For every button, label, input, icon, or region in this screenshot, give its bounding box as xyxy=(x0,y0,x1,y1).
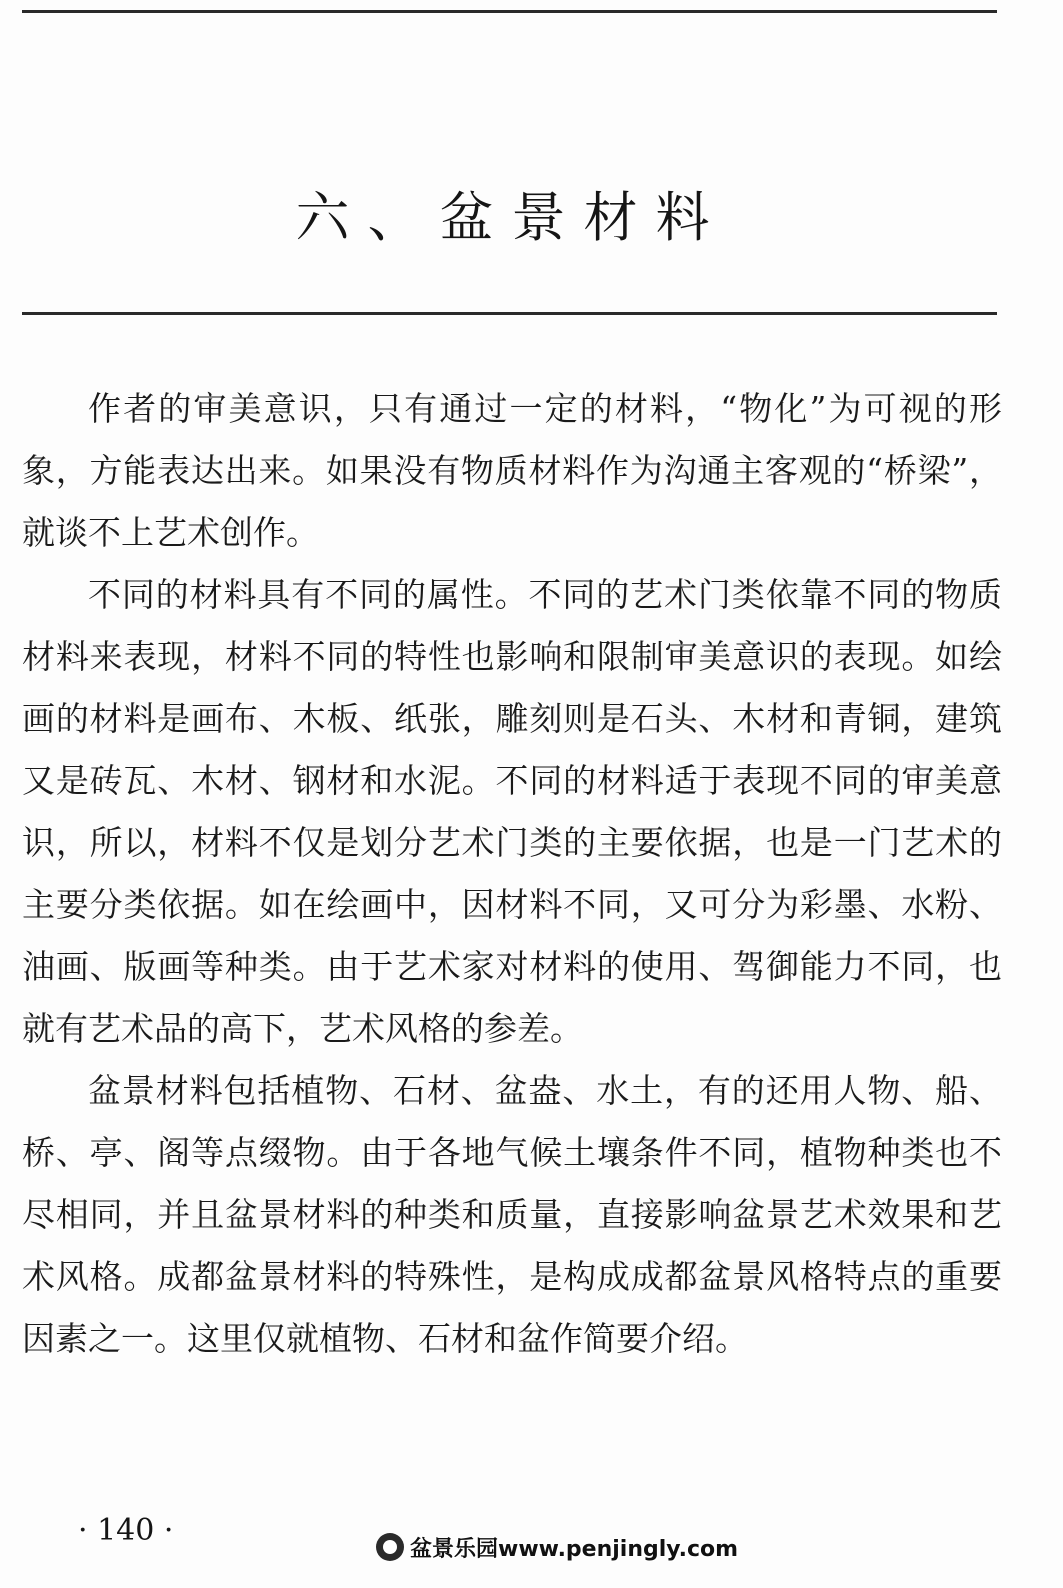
paragraph: 不同的材料具有不同的属性。不同的艺术门类依靠不同的物质材料来表现，材料不同的特性也影响和限制审美意识的表现。如绘画的材料是画布、木板、纸张，雕刻则是石头、木材和青铜，建筑又是砖瓦、木材、钢材和水泥。不同的材料适于表现不同的审美意识，所以，材料不仅是划分艺术门类的主要依据，也是一门艺术的主要分类依据。如在绘画中，因材料不同，又可分为彩墨、水粉、油画、版画等种类。由于艺术家对材料的使用、驾御能力不同，也就有艺术品的高下，艺术风格的参差。 xyxy=(22,575,1002,1048)
chapter-title: 六、盆景材料 xyxy=(295,186,728,249)
logo-icon xyxy=(376,1533,404,1561)
paragraph: 作者的审美意识，只有通过一定的材料，“物化”为可视的形象，方能表达出来。如果没有物质材料作为沟通主客观的“桥梁”，就谈不上艺术创作。 xyxy=(22,389,1002,552)
title-rule xyxy=(22,312,997,315)
site-watermark xyxy=(376,1526,738,1568)
page-number: · 140 · xyxy=(78,1513,174,1548)
top-rule xyxy=(22,10,997,13)
body-text xyxy=(22,378,1002,1370)
watermark-text: 盆景乐园www.penjingly.com xyxy=(410,1536,739,1562)
paragraph: 盆景材料包括植物、石材、盆盎、水土，有的还用人物、船、桥、亭、阁等点缀物。由于各地气候土壤条件不同，植物种类也不尽相同，并且盆景材料的种类和质量，直接影响盆景艺术效果和艺术风格。成都盆景材料的特殊性，是构成成都盆景风格特点的重要因素之一。这里仅就植物、石材和盆作简要介绍。 xyxy=(22,1071,1002,1358)
